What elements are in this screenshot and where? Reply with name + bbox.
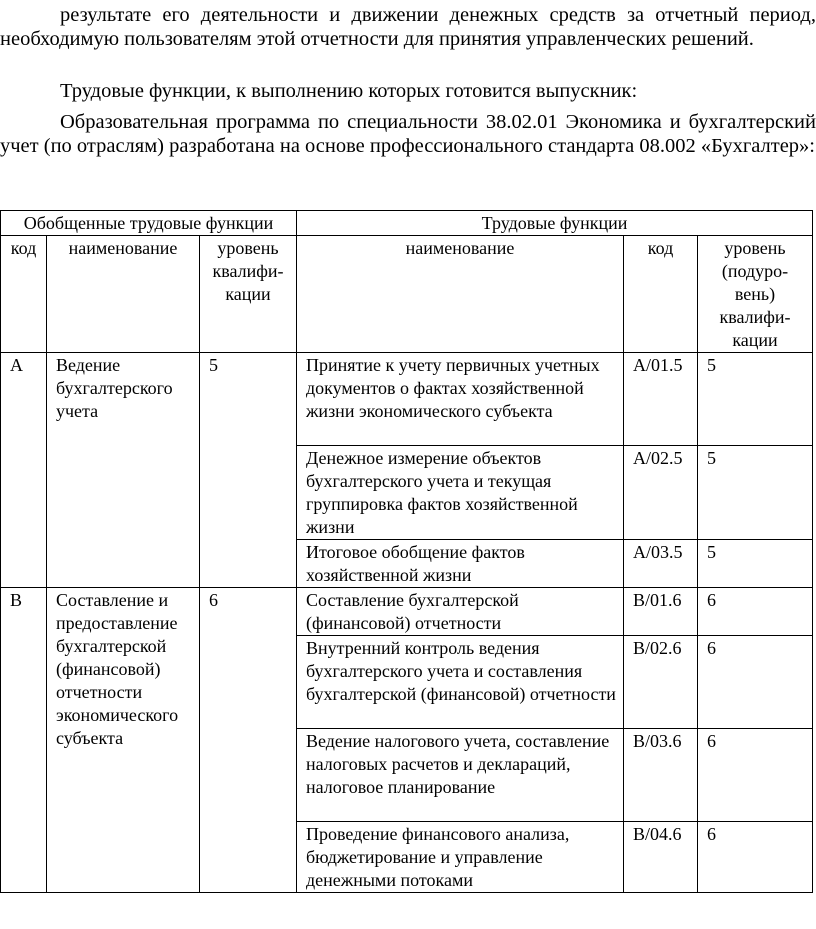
function-code: B/03.6	[624, 729, 698, 822]
group-code: А	[1, 353, 47, 588]
function-level: 6	[698, 729, 813, 822]
header-sublevel: уровень (подуро-вень) квалифи-кации	[698, 236, 813, 353]
intro-paragraph-1: результате его деятельности и движении денежных средств за отчетный период, необходимую пользователям этой отчетности для принятия управленческих решений.	[0, 4, 816, 50]
function-level: 6	[698, 822, 813, 893]
header-name: наименование	[47, 236, 200, 353]
function-name: Принятие к учету первичных учетных документов о фактах хозяйственной жизни экономического субъекта	[297, 353, 624, 446]
labor-functions-table	[0, 210, 813, 893]
function-code: B/01.6	[624, 588, 698, 636]
function-code: B/04.6	[624, 822, 698, 893]
table-row	[1, 353, 813, 446]
function-name: Внутренний контроль ведения бухгалтерского учета и составления бухгалтерской (финансовой) отчетности	[297, 636, 624, 729]
function-name: Составление бухгалтерской (финансовой) отчетности	[297, 588, 624, 636]
header-code: код	[1, 236, 47, 353]
group-name: Составление и предоставление бухгалтерской (финансовой) отчетности экономического субъекта	[47, 588, 200, 893]
function-level: 5	[698, 446, 813, 540]
function-level: 6	[698, 588, 813, 636]
function-code: B/02.6	[624, 636, 698, 729]
header-labor-code: код	[624, 236, 698, 353]
function-code: A/01.5	[624, 353, 698, 446]
header-labor-functions: Трудовые функции	[297, 211, 813, 236]
intro-paragraph-2: Трудовые функции, к выполнению которых готовится выпускник:	[60, 80, 638, 102]
group-name: Ведение бухгалтерского учета	[47, 353, 200, 588]
function-code: A/03.5	[624, 540, 698, 588]
function-level: 6	[698, 636, 813, 729]
function-code: A/02.5	[624, 446, 698, 540]
table-header-row	[1, 211, 813, 236]
table-subheader-row	[1, 236, 813, 353]
function-name: Проведение финансового анализа, бюджетирование и управление денежными потоками	[297, 822, 624, 893]
group-level: 6	[200, 588, 297, 893]
header-generalized-functions: Обобщенные трудовые функции	[1, 211, 297, 236]
function-level: 5	[698, 540, 813, 588]
header-level: уровень квалифи-кации	[200, 236, 297, 353]
group-level: 5	[200, 353, 297, 588]
function-name: Итоговое обобщение фактов хозяйственной жизни	[297, 540, 624, 588]
intro-paragraph-3: Образовательная программа по специальности 38.02.01 Экономика и бухгалтерский учет (по отраслям) разработана на основе профессионального стандарта 08.002 «Бухгалтер»:	[0, 111, 816, 157]
group-code: В	[1, 588, 47, 893]
table-row	[1, 588, 813, 636]
function-level: 5	[698, 353, 813, 446]
header-labor-name: наименование	[297, 236, 624, 353]
function-name: Ведение налогового учета, составление налоговых расчетов и деклараций, налоговое планирование	[297, 729, 624, 822]
function-name: Денежное измерение объектов бухгалтерского учета и текущая группировка фактов хозяйственной жизни	[297, 446, 624, 540]
